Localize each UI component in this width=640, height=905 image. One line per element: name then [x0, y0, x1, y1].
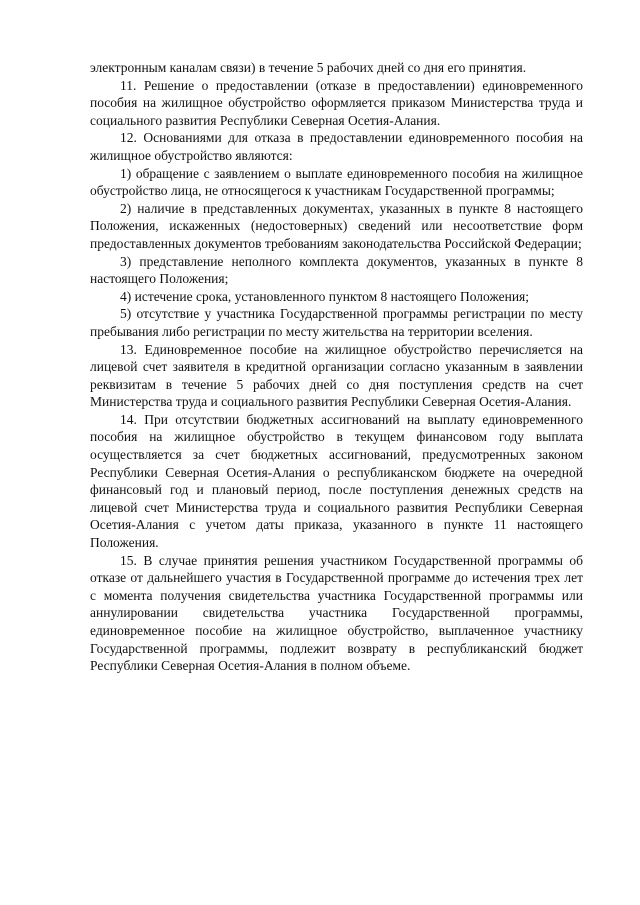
paragraph-13: 13. Единовременное пособие на жилищное обустройство перечисляется на лицевой счет заявителя в кредитной организации согласно указанным в заявлении реквизитам в течение 5 рабочих дней со дня поступления средств на счет Министерства труда и социального развития Республики Северная Осетия-Алания. [90, 341, 583, 410]
paragraph-12-item-3: 3) представление неполного комплекта документов, указанных в пункте 8 настоящего Положения; [90, 253, 583, 287]
document-page [90, 59, 583, 675]
paragraph-12-item-1: 1) обращение с заявлением о выплате единовременного пособия на жилищное обустройство лица, не относящегося к участникам Государственной программы; [90, 165, 583, 199]
paragraph-14: 14. При отсутствии бюджетных ассигнований на выплату единовременного пособия на жилищное обустройство в текущем финансовом году выплата осуществляется за счет бюджетных ассигнований, предусмотренных законом Республики Северная Осетия-Алания о республиканском бюджете на очередной финансовый год и плановый период, после поступления денежных средств на лицевой счет Министерства труда и социального развития Республики Северная Осетия-Алания с учетом даты приказа, указанного в пункте 11 настоящего Положения. [90, 411, 583, 551]
paragraph-15: 15. В случае принятия решения участником Государственной программы об отказе от дальнейшего участия в Государственной программе до истечения трех лет с момента получения свидетельства участника Государственной программы или аннулировании свидетельства участника Государственной программы, единовременное пособие на жилищное обустройство, выплаченное участнику Государственной программы, подлежит возврату в республиканский бюджет Республики Северная Осетия-Алания в полном объеме. [90, 552, 583, 674]
paragraph-continuation: электронным каналам связи) в течение 5 рабочих дней со дня его принятия. [90, 60, 527, 75]
paragraph-12-item-5: 5) отсутствие у участника Государственной программы регистрации по месту пребывания либо регистрации по месту жительства на территории вселения. [90, 306, 583, 339]
paragraph-11: 11. Решение о предоставлении (отказе в предоставлении) единовременного пособия на жилищное обустройство оформляется приказом Министерства труда и социального развития Республики Северная Осетия-Алания. [90, 77, 583, 128]
paragraph-12-item-2: 2) наличие в представленных документах, указанных в пункте 8 настоящего Положения, искаженных (недостоверных) сведений или несоответствие форм предоставленных документов требованиям законодательства Российской Федерации; [90, 200, 583, 251]
paragraph-12: 12. Основаниями для отказа в предоставлении единовременного пособия на жилищное обустройство являются: [90, 130, 583, 163]
paragraph-12-item-4: 4) истечение срока, установленного пунктом 8 настоящего Положения; [120, 288, 530, 304]
